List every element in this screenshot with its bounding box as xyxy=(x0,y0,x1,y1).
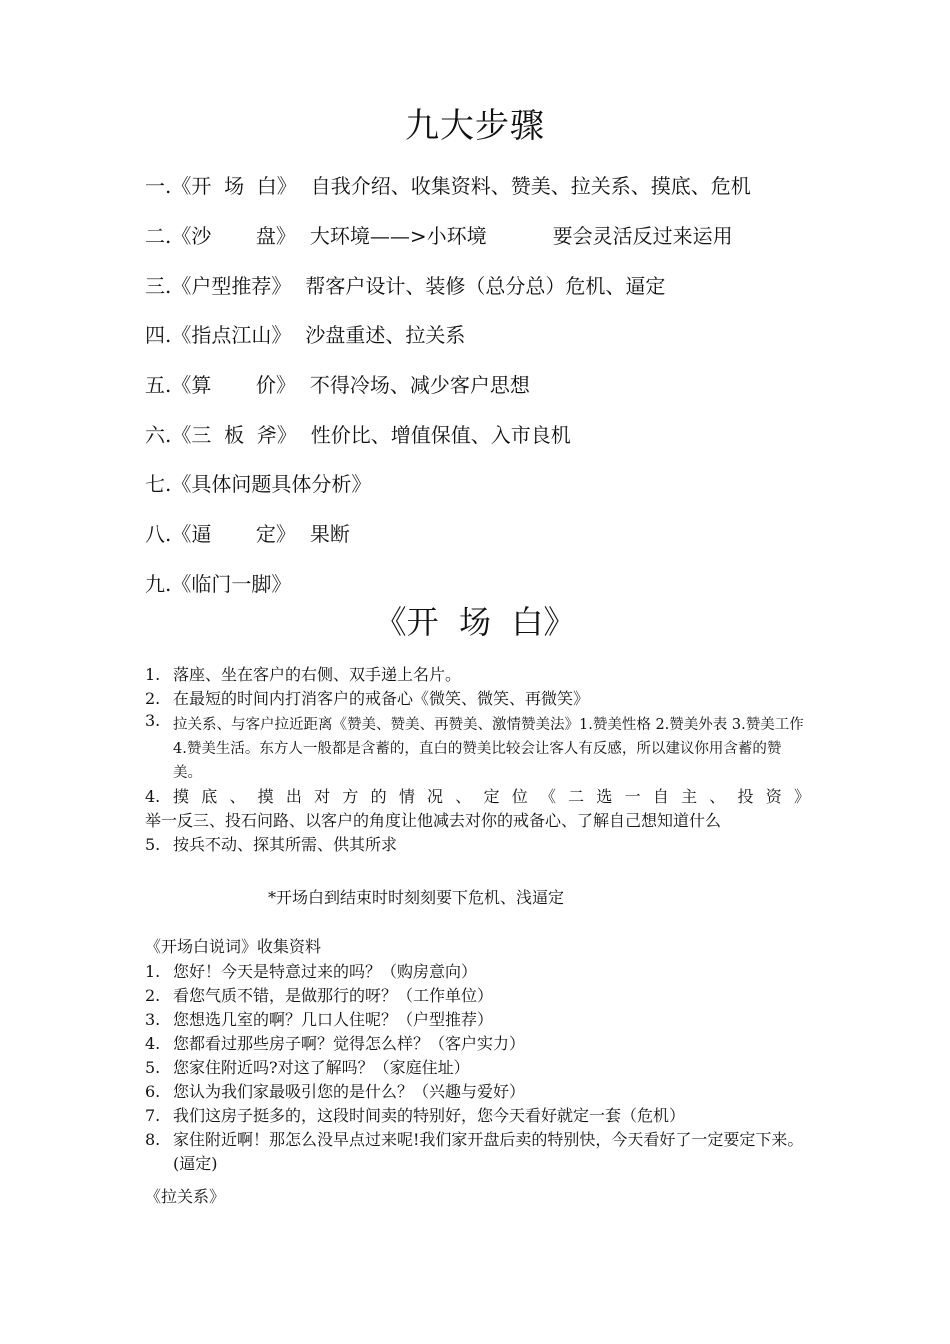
step-name: 《算 价》 xyxy=(171,373,296,397)
list-item-number: 2. xyxy=(145,689,161,708)
list-item xyxy=(145,1056,810,1080)
list-item-number: 4. xyxy=(145,787,161,806)
step-8 xyxy=(145,520,845,548)
step-2 xyxy=(145,222,845,250)
step-5 xyxy=(145,371,845,399)
opening-list xyxy=(145,663,810,857)
list-item-text: 家住附近啊！那怎么没早点过来呢!我们家开盘后卖的特别快，今天看好了一定要定下来。(逼定) xyxy=(173,1130,804,1173)
list-item-number: 8. xyxy=(145,1130,161,1149)
opening-note: *开场白到结束时时刻刻要下危机、浅逼定 xyxy=(268,888,565,907)
list-item-text: 落座、坐在客户的右侧、双手递上名片。 xyxy=(173,665,462,684)
step-number: 五. xyxy=(145,373,172,397)
list-item-number: 3. xyxy=(145,711,161,730)
list-item xyxy=(145,785,810,833)
step-name: 《临门一脚》 xyxy=(171,572,292,596)
step-number: 八. xyxy=(145,522,172,546)
step-number: 一. xyxy=(145,174,172,198)
section-title-opening: 《开 场 白》 xyxy=(374,603,576,641)
list-item-number: 1. xyxy=(145,962,161,981)
step-1 xyxy=(145,172,845,200)
list-item-number: 4. xyxy=(145,1034,161,1053)
step-9 xyxy=(145,570,845,598)
list-item-text: 您都看过那些房子啊？觉得怎么样？（客户实力） xyxy=(173,1034,526,1053)
list-item-number: 1. xyxy=(145,665,161,684)
script-heading: 《开场白说词》收集资料 xyxy=(145,937,322,956)
step-number: 二. xyxy=(145,224,172,248)
list-item xyxy=(145,713,810,785)
list-item-number: 7. xyxy=(145,1106,161,1125)
list-item xyxy=(145,1080,810,1104)
list-item-text: 在最短的时间内打消客户的戒备心《微笑、微笑、再微笑》 xyxy=(173,689,590,708)
list-item xyxy=(145,833,810,857)
list-item-text-line-1: 摸 底 、 摸 出 对 方 的 情 况 、 定 位 《 二 选 一 自 主 、 投 资 》 xyxy=(173,787,810,806)
step-description: 自我介绍、收集资料、赞美、拉关系、摸底、危机 xyxy=(310,174,751,198)
relationship-heading: 《拉关系》 xyxy=(145,1187,226,1206)
list-item-text: 拉关系、与客户拉近距离《赞美、赞美、再赞美、激情赞美法》1.赞美性格 2.赞美外表 3.赞美工作 4.赞美生活。东方人一般都是含蓄的，直白的赞美比较会让客人有反感，所以建议你用含蓄的赞美。 xyxy=(173,717,804,781)
list-item-number: 2. xyxy=(145,986,161,1005)
page-title: 九大步骤 xyxy=(405,106,545,146)
list-item-number: 6. xyxy=(145,1082,161,1101)
step-extra-note: 要会灵活反过来运用 xyxy=(552,224,733,248)
list-item-text: 我们这房子挺多的，这段时间卖的特别好，您今天看好就定一套（危机） xyxy=(173,1106,686,1125)
list-item xyxy=(145,663,810,687)
list-item xyxy=(145,960,810,984)
step-number: 九. xyxy=(145,572,172,596)
list-item-text: 您好！今天是特意过来的吗？（购房意向） xyxy=(173,962,478,981)
list-item-text: 您认为我们家最吸引您的是什么？（兴趣与爱好） xyxy=(173,1082,526,1101)
list-item xyxy=(145,687,810,711)
step-7 xyxy=(145,470,845,498)
step-name: 《沙 盘》 xyxy=(171,224,296,248)
step-name: 《指点江山》 xyxy=(171,323,292,347)
list-item xyxy=(145,1104,810,1128)
list-item xyxy=(145,984,810,1008)
list-item xyxy=(145,1128,810,1176)
script-list xyxy=(145,960,810,1176)
list-item-text: 按兵不动、探其所需、供其所求 xyxy=(173,835,398,854)
list-item-text: 您家住附近吗?对这了解吗？（家庭住址） xyxy=(173,1058,470,1077)
step-number: 六. xyxy=(145,423,172,447)
list-item xyxy=(145,1008,810,1032)
step-6 xyxy=(145,421,845,449)
step-description: 果断 xyxy=(309,522,350,546)
step-name: 《逼 定》 xyxy=(171,522,296,546)
list-item-number: 3. xyxy=(145,1010,161,1029)
step-4 xyxy=(145,321,845,349)
step-description: 不得冷场、减少客户思想 xyxy=(309,373,530,397)
step-name: 《开 场 白》 xyxy=(171,174,297,198)
list-item-number: 5. xyxy=(145,835,161,854)
step-name: 《户型推荐》 xyxy=(171,274,292,298)
list-item-text: 您想选几室的啊？几口人住呢？（户型推荐） xyxy=(173,1010,494,1029)
list-item xyxy=(145,1032,810,1056)
step-number: 三. xyxy=(145,274,172,298)
step-description: 帮客户设计、装修（总分总）危机、逼定 xyxy=(305,274,666,298)
step-name: 《三 板 斧》 xyxy=(171,423,297,447)
step-number: 四. xyxy=(145,323,172,347)
step-3 xyxy=(145,272,845,300)
step-description: 沙盘重述、拉关系 xyxy=(305,323,466,347)
step-number: 七. xyxy=(145,472,172,496)
step-name: 《具体问题具体分析》 xyxy=(171,472,372,496)
step-description: 大环境——>小环境 xyxy=(309,224,487,248)
list-item-text: 看您气质不错，是做那行的呀？（工作单位） xyxy=(173,986,494,1005)
step-description: 性价比、增值保值、入市良机 xyxy=(310,423,571,447)
list-item-text-line-2: 举一反三、投石问路、以客户的角度让他减去对你的戒备心、了解自己想知道什么 xyxy=(145,811,722,830)
list-item-number: 5. xyxy=(145,1058,161,1077)
